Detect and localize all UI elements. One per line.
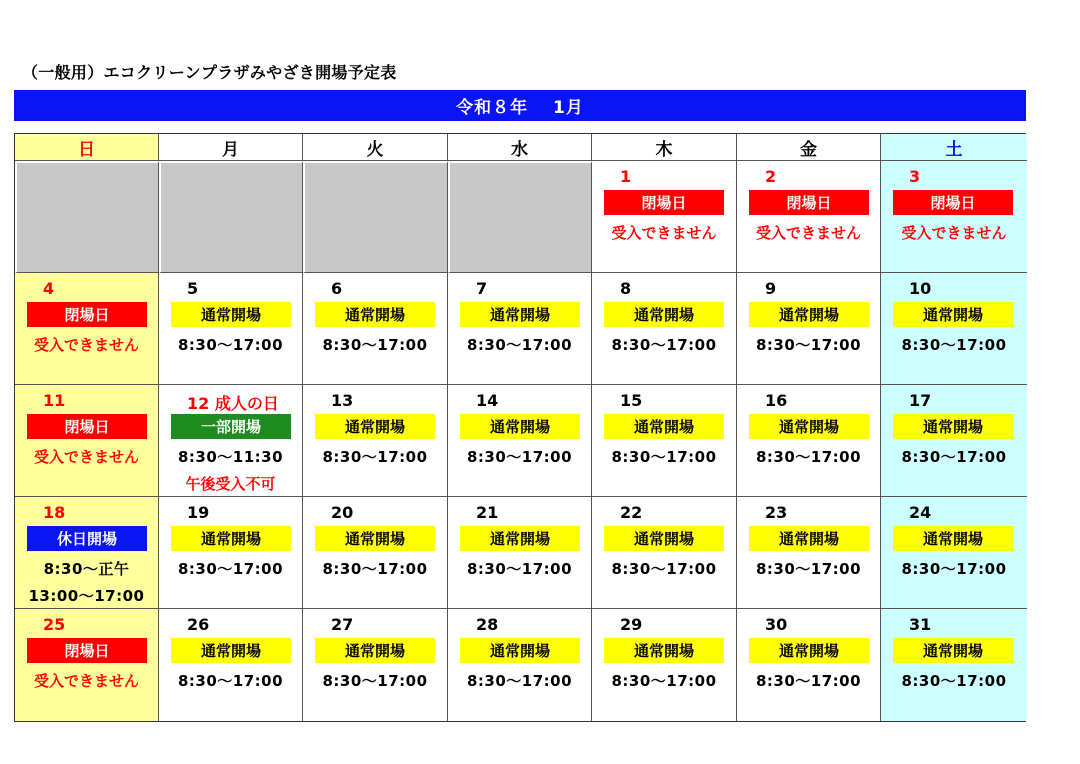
status-badge: 通常開場 xyxy=(315,526,435,551)
status-badge: 通常開場 xyxy=(604,638,724,663)
status-badge: 閉場日 xyxy=(27,638,147,663)
day-number: 23 xyxy=(765,503,788,522)
day-number: 18 xyxy=(43,503,66,522)
weekday-header-sat: 土 xyxy=(881,134,1027,161)
status-badge: 通常開場 xyxy=(460,414,580,439)
day-cell xyxy=(592,273,737,385)
day-cell xyxy=(303,497,448,609)
day-number: 25 xyxy=(43,615,66,634)
status-badge: 閉場日 xyxy=(749,190,869,215)
day-cell xyxy=(159,273,303,385)
note-line: 8:30～17:00 xyxy=(322,448,428,466)
note-line: 8:30～17:00 xyxy=(755,336,862,354)
note-line: 8:30～17:00 xyxy=(611,672,717,690)
day-cell xyxy=(448,273,592,385)
weekday-header-sun: 日 xyxy=(15,134,159,161)
note-line: 8:30～17:00 xyxy=(901,672,1007,690)
day-cell xyxy=(15,609,159,721)
day-number: 9 xyxy=(765,279,777,298)
day-cell xyxy=(737,385,881,497)
day-cell xyxy=(592,385,737,497)
day-number: 20 xyxy=(331,503,354,522)
day-number: 31 xyxy=(909,615,932,634)
weekday-header-tue: 火 xyxy=(303,134,448,161)
day-number: 30 xyxy=(765,615,788,634)
day-cell xyxy=(881,273,1027,385)
status-badge: 通常開場 xyxy=(604,302,724,327)
status-badge: 通常開場 xyxy=(604,526,724,551)
day-number: 7 xyxy=(476,279,488,298)
day-cell xyxy=(448,385,592,497)
day-cell xyxy=(881,609,1027,721)
note-line: 受入できません xyxy=(901,224,1007,242)
day-cell xyxy=(15,273,159,385)
status-badge: 通常開場 xyxy=(171,526,291,551)
day-number: 16 xyxy=(765,391,788,410)
note-line-2: 13:00～17:00 xyxy=(28,587,145,605)
status-badge: 通常開場 xyxy=(171,302,291,327)
day-cell xyxy=(737,273,881,385)
calendar-grid xyxy=(14,133,1026,722)
note-line: 8:30～17:00 xyxy=(466,672,573,690)
note-line: 8:30～17:00 xyxy=(901,336,1007,354)
note-line: 8:30～17:00 xyxy=(901,560,1007,578)
status-badge: 通常開場 xyxy=(171,638,291,663)
status-badge: 通常開場 xyxy=(460,302,580,327)
status-badge: 閉場日 xyxy=(893,190,1013,215)
day-number: 6 xyxy=(331,279,343,298)
note-line: 受入できません xyxy=(33,448,139,466)
day-number: 24 xyxy=(909,503,932,522)
day-number: 11 xyxy=(43,391,66,410)
day-cell xyxy=(448,497,592,609)
day-number: 28 xyxy=(476,615,499,634)
empty-cell xyxy=(448,161,592,273)
day-cell xyxy=(15,497,159,609)
status-badge: 休日開場 xyxy=(27,526,147,551)
note-line: 受入できません xyxy=(33,672,139,690)
status-badge: 通常開場 xyxy=(604,414,724,439)
day-cell xyxy=(159,385,303,497)
day-cell xyxy=(737,497,881,609)
status-badge: 閉場日 xyxy=(27,302,147,327)
day-number: 22 xyxy=(620,503,643,522)
day-number: 10 xyxy=(909,279,932,298)
note-line: 8:30～17:00 xyxy=(611,448,717,466)
note-line: 8:30～17:00 xyxy=(755,672,862,690)
status-badge: 通常開場 xyxy=(315,414,435,439)
note-line: 8:30～17:00 xyxy=(177,672,284,690)
note-line: 8:30～17:00 xyxy=(466,448,573,466)
note-line: 受入できません xyxy=(755,224,861,242)
day-number: 27 xyxy=(331,615,354,634)
day-number: 26 xyxy=(187,615,210,634)
page-title: （一般用）エコクリーンプラザみやざき開場予定表 xyxy=(22,63,397,82)
day-number: 17 xyxy=(909,391,932,410)
status-badge: 通常開場 xyxy=(315,302,435,327)
note-line: 8:30～17:00 xyxy=(755,448,862,466)
status-badge: 閉場日 xyxy=(27,414,147,439)
day-number: 13 xyxy=(331,391,354,410)
month-banner: 令和８年 1月 xyxy=(14,90,1026,121)
day-cell xyxy=(303,385,448,497)
note-line: 8:30～17:00 xyxy=(611,336,717,354)
day-number: 15 xyxy=(620,391,643,410)
day-number: 21 xyxy=(476,503,499,522)
day-cell xyxy=(303,273,448,385)
day-cell xyxy=(737,161,881,273)
day-cell xyxy=(303,609,448,721)
empty-cell xyxy=(15,161,159,273)
status-badge: 通常開場 xyxy=(893,414,1013,439)
status-badge: 通常開場 xyxy=(749,302,869,327)
day-number: 14 xyxy=(476,391,499,410)
day-number: 12 成人の日 xyxy=(187,394,279,413)
note-line: 8:30～17:00 xyxy=(322,560,428,578)
weekday-header-thu: 木 xyxy=(592,134,737,161)
status-badge: 通常開場 xyxy=(893,302,1013,327)
note-line: 8:30～17:00 xyxy=(466,560,573,578)
day-number: 4 xyxy=(43,279,55,298)
day-cell xyxy=(159,609,303,721)
note-line: 8:30～17:00 xyxy=(177,560,284,578)
note-line: 8:30～17:00 xyxy=(322,672,428,690)
note-line: 8:30～17:00 xyxy=(755,560,862,578)
day-cell xyxy=(448,609,592,721)
note-line: 受入できません xyxy=(611,224,717,242)
status-badge: 通常開場 xyxy=(749,638,869,663)
note-line: 8:30～17:00 xyxy=(901,448,1007,466)
day-number: 8 xyxy=(620,279,632,298)
status-badge: 通常開場 xyxy=(460,526,580,551)
weekday-header-mon: 月 xyxy=(159,134,303,161)
day-number: 19 xyxy=(187,503,210,522)
empty-cell xyxy=(303,161,448,273)
day-cell xyxy=(592,497,737,609)
day-cell xyxy=(881,161,1027,273)
status-badge: 通常開場 xyxy=(893,638,1013,663)
status-badge: 通常開場 xyxy=(749,526,869,551)
day-cell xyxy=(881,497,1027,609)
day-cell xyxy=(592,161,737,273)
weekday-header-fri: 金 xyxy=(737,134,881,161)
note-line: 8:30～11:30 xyxy=(177,448,284,466)
day-number: 29 xyxy=(620,615,643,634)
day-number: 3 xyxy=(909,167,921,186)
status-badge: 一部開場 xyxy=(171,414,291,439)
day-cell xyxy=(737,609,881,721)
day-cell xyxy=(881,385,1027,497)
note-line: 8:30～17:00 xyxy=(322,336,428,354)
day-number: 1 xyxy=(620,167,632,186)
status-badge: 通常開場 xyxy=(315,638,435,663)
note-line: 8:30～17:00 xyxy=(466,336,573,354)
note-line: 8:30～17:00 xyxy=(611,560,717,578)
status-badge: 閉場日 xyxy=(604,190,724,215)
day-cell xyxy=(159,497,303,609)
status-badge: 通常開場 xyxy=(749,414,869,439)
day-cell xyxy=(592,609,737,721)
day-cell xyxy=(15,385,159,497)
status-badge: 通常開場 xyxy=(460,638,580,663)
note-line: 受入できません xyxy=(33,336,139,354)
weekday-header-wed: 水 xyxy=(448,134,592,161)
day-number: 5 xyxy=(187,279,199,298)
empty-cell xyxy=(159,161,303,273)
note-line-2: 午後受入不可 xyxy=(185,475,276,493)
note-line: 8:30～正午 xyxy=(43,560,130,578)
day-number: 2 xyxy=(765,167,777,186)
note-line: 8:30～17:00 xyxy=(177,336,284,354)
status-badge: 通常開場 xyxy=(893,526,1013,551)
